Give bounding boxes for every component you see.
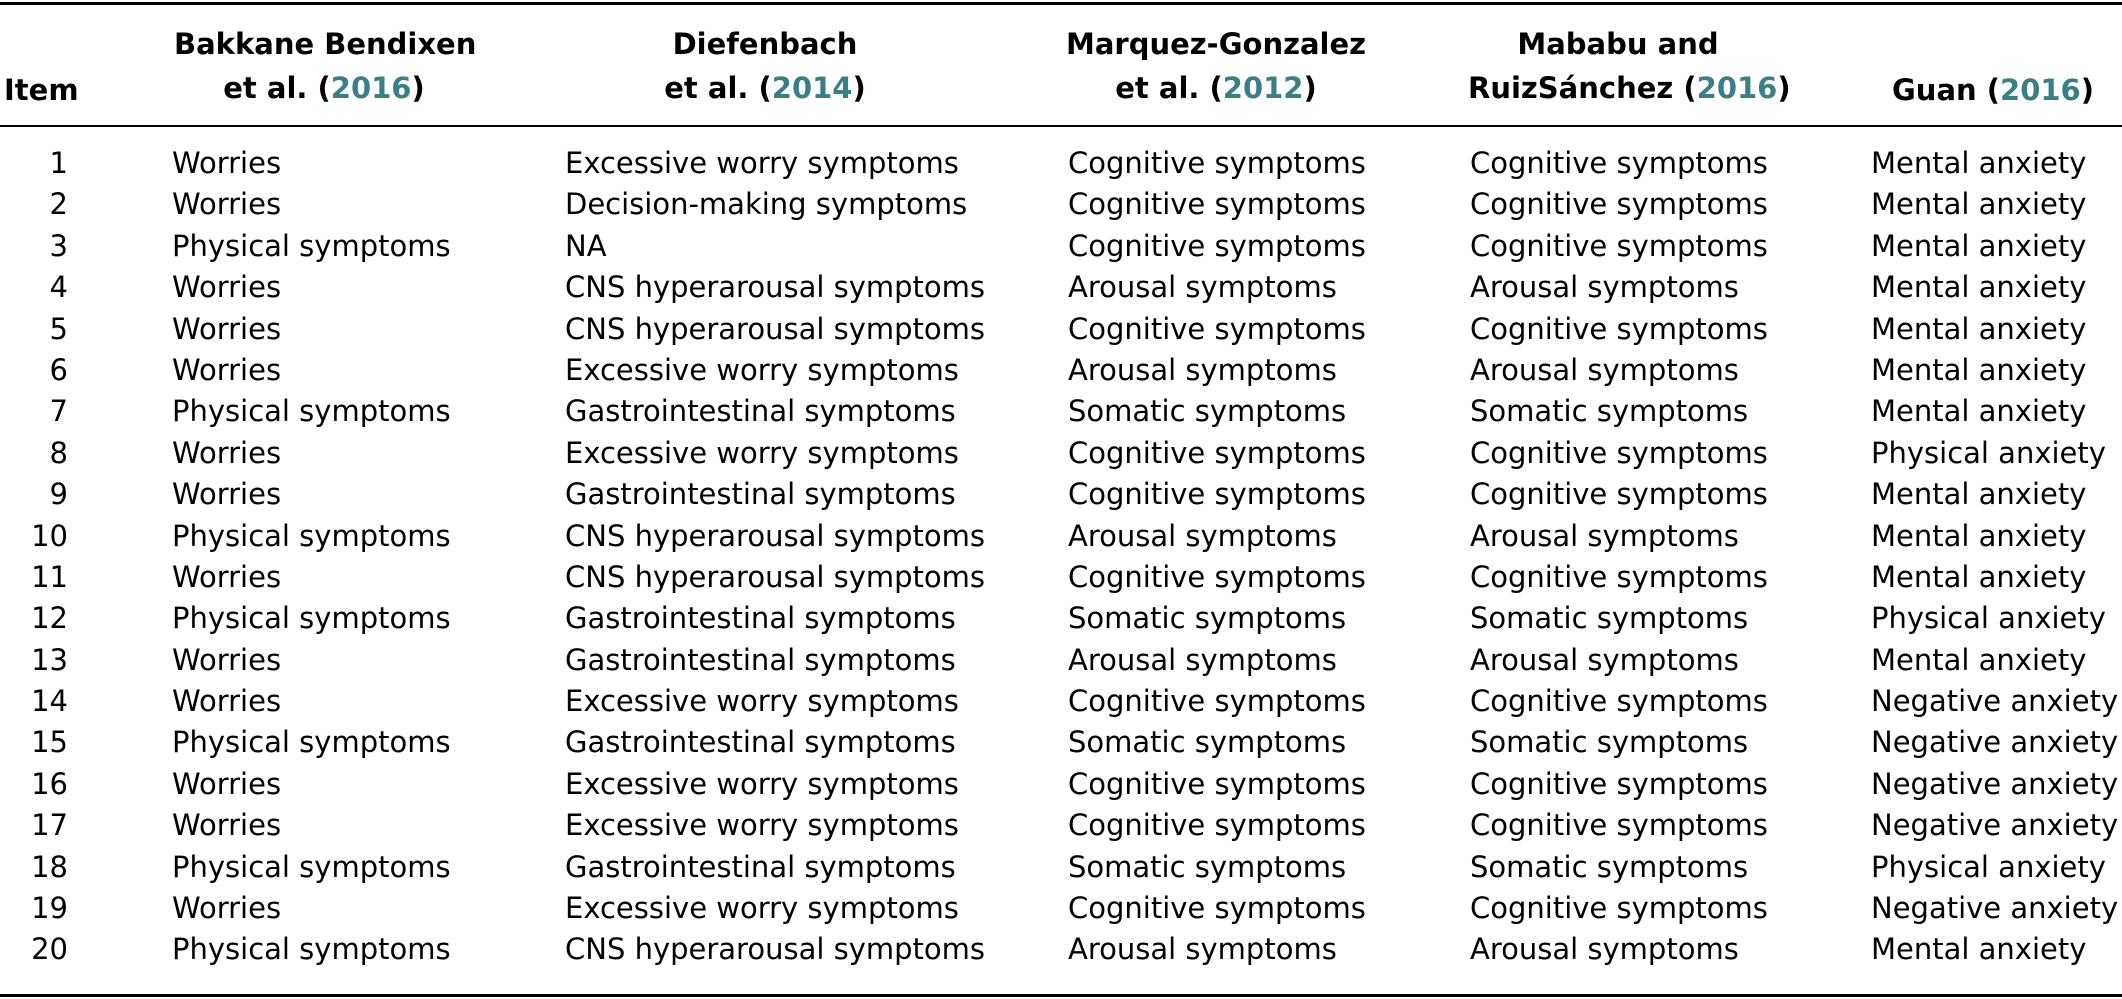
cell-item: 1 [49,146,68,180]
cell-bakkane-bendixen: Worries [172,270,282,305]
cell-diefenbach: NA [565,228,607,263]
cell-mababu-ruizsanchez: Somatic symptoms [1470,394,1749,429]
cell-marquez-gonzalez: Cognitive symptoms [1068,684,1366,719]
header-marquez-gonzalez [1066,22,1366,110]
header-mababu-ruizsanchez [1468,22,1791,110]
table-row [0,888,2122,929]
cell-bakkane-bendixen: Worries [172,808,282,843]
cell-item: 13 [31,642,68,677]
cell-marquez-gonzalez: Cognitive symptoms [1068,146,1366,180]
header-bakkane-bendixen [174,22,477,110]
cell-mababu-ruizsanchez: Somatic symptoms [1470,849,1749,884]
citation-suffix: ) [2080,73,2094,107]
table-row [0,640,2122,681]
table-header-rule [0,125,2122,127]
table-row [0,929,2122,970]
table-bottom-rule [0,994,2122,997]
cell-mababu-ruizsanchez: Cognitive symptoms [1470,187,1768,222]
cell-mababu-ruizsanchez: Cognitive symptoms [1470,477,1768,512]
cell-guan: Mental anxiety [1871,311,2087,346]
cell-diefenbach: Excessive worry symptoms [565,146,959,180]
cell-bakkane-bendixen: Worries [172,684,282,719]
table-row [0,267,2122,308]
cell-diefenbach: Gastrointestinal symptoms [565,394,956,429]
citation-prefix: Guan ( [1892,73,2001,107]
cell-diefenbach: Gastrointestinal symptoms [565,477,956,512]
cell-item: 9 [49,477,68,512]
cell-marquez-gonzalez: Cognitive symptoms [1068,187,1366,222]
table-top-rule [0,2,2122,5]
table-row [0,805,2122,846]
cell-mababu-ruizsanchez: Arousal symptoms [1470,352,1739,387]
table-row [0,474,2122,515]
cell-bakkane-bendixen: Worries [172,352,282,387]
cell-bakkane-bendixen: Physical symptoms [172,394,451,429]
cell-bakkane-bendixen: Worries [172,559,282,594]
cell-diefenbach: Gastrointestinal symptoms [565,601,956,636]
cell-item: 12 [31,601,68,636]
cell-marquez-gonzalez: Arousal symptoms [1068,932,1337,967]
cell-item: 3 [49,228,68,263]
cell-mababu-ruizsanchez: Cognitive symptoms [1470,311,1768,346]
cell-item: 2 [49,187,68,222]
header-citation [1892,68,2092,112]
table-row [0,681,2122,722]
table-row [0,764,2122,805]
cell-mababu-ruizsanchez: Cognitive symptoms [1470,146,1768,180]
cell-item: 10 [31,518,68,553]
cell-bakkane-bendixen: Physical symptoms [172,932,451,967]
cell-diefenbach: CNS hyperarousal symptoms [565,932,986,967]
cell-item: 17 [31,808,68,843]
cell-diefenbach: Excessive worry symptoms [565,352,959,387]
cell-item: 14 [31,684,68,719]
cell-guan: Negative anxiety [1871,725,2119,760]
cell-marquez-gonzalez: Cognitive symptoms [1068,559,1366,594]
cell-mababu-ruizsanchez: Cognitive symptoms [1470,684,1768,719]
header-author: Diefenbach [672,27,858,61]
cell-item: 8 [49,435,68,470]
cell-bakkane-bendixen: Physical symptoms [172,849,451,884]
cell-bakkane-bendixen: Worries [172,642,282,677]
cell-mababu-ruizsanchez: Arousal symptoms [1470,642,1739,677]
cell-diefenbach: Gastrointestinal symptoms [565,642,956,677]
table-row [0,309,2122,350]
cell-bakkane-bendixen: Physical symptoms [172,518,451,553]
citation-suffix: ) [411,71,425,105]
table-row [0,433,2122,474]
cell-guan: Negative anxiety [1871,684,2119,719]
table-row [0,722,2122,763]
cell-item: 11 [31,559,68,594]
citation-suffix: ) [852,71,866,105]
cell-guan: Mental anxiety [1871,932,2087,967]
cell-guan: Negative anxiety [1871,891,2119,926]
table-row [0,847,2122,888]
cell-marquez-gonzalez: Cognitive symptoms [1068,477,1366,512]
cell-bakkane-bendixen: Worries [172,435,282,470]
cell-mababu-ruizsanchez: Cognitive symptoms [1470,559,1768,594]
cell-mababu-ruizsanchez: Somatic symptoms [1470,601,1749,636]
cell-item: 18 [31,849,68,884]
cell-diefenbach: Gastrointestinal symptoms [565,849,956,884]
cell-bakkane-bendixen: Physical symptoms [172,228,451,263]
cell-mababu-ruizsanchez: Cognitive symptoms [1470,808,1768,843]
citation-prefix: et al. ( [223,71,331,105]
cell-item: 15 [31,725,68,760]
citation-suffix: ) [1777,71,1791,105]
cell-item: 19 [31,891,68,926]
cell-diefenbach: Excessive worry symptoms [565,435,959,470]
cell-marquez-gonzalez: Somatic symptoms [1068,601,1347,636]
header-citation [1468,66,1791,110]
header-guan [1892,68,2092,112]
cell-item: 16 [31,766,68,801]
cell-bakkane-bendixen: Worries [172,891,282,926]
header-author: Marquez-Gonzalez [1066,27,1367,61]
cell-item: 6 [49,352,68,387]
cell-item: 4 [49,270,68,305]
cell-bakkane-bendixen: Worries [172,766,282,801]
cell-diefenbach: CNS hyperarousal symptoms [565,518,986,553]
cell-guan: Mental anxiety [1871,270,2087,305]
header-citation [615,66,915,110]
cell-bakkane-bendixen: Worries [172,311,282,346]
cell-bakkane-bendixen: Physical symptoms [172,725,451,760]
cell-mababu-ruizsanchez: Cognitive symptoms [1470,435,1768,470]
cell-marquez-gonzalez: Cognitive symptoms [1068,228,1366,263]
cell-diefenbach: Excessive worry symptoms [565,891,959,926]
cell-bakkane-bendixen: Worries [172,477,282,512]
cell-guan: Mental anxiety [1871,146,2087,180]
header-author: Mababu and [1517,27,1719,61]
cell-guan: Mental anxiety [1871,187,2087,222]
cell-guan: Physical anxiety [1871,601,2106,636]
cell-marquez-gonzalez: Cognitive symptoms [1068,311,1366,346]
cell-mababu-ruizsanchez: Cognitive symptoms [1470,891,1768,926]
cell-item: 5 [49,311,68,346]
cell-guan: Mental anxiety [1871,642,2087,677]
citation-suffix: ) [1303,71,1317,105]
citation-year-link[interactable]: 2014 [771,71,853,105]
header-citation [1066,66,1366,110]
cell-marquez-gonzalez: Somatic symptoms [1068,394,1347,429]
cell-bakkane-bendixen: Worries [172,187,282,222]
header-author: Bakkane Bendixen [174,27,477,61]
cell-item: 20 [31,932,68,967]
header-item: Item [4,73,79,107]
cell-guan: Negative anxiety [1871,766,2119,801]
cell-mababu-ruizsanchez: Arousal symptoms [1470,932,1739,967]
cell-guan: Mental anxiety [1871,559,2087,594]
cell-mababu-ruizsanchez: Cognitive symptoms [1470,766,1768,801]
citation-prefix: RuizSánchez ( [1468,71,1697,105]
cell-marquez-gonzalez: Cognitive symptoms [1068,435,1366,470]
cell-guan: Physical anxiety [1871,849,2106,884]
cell-marquez-gonzalez: Arousal symptoms [1068,642,1337,677]
table-row [0,350,2122,391]
cell-mababu-ruizsanchez: Cognitive symptoms [1470,228,1768,263]
cell-diefenbach: Excessive worry symptoms [565,766,959,801]
cell-bakkane-bendixen: Physical symptoms [172,601,451,636]
cell-marquez-gonzalez: Cognitive symptoms [1068,808,1366,843]
cell-guan: Mental anxiety [1871,352,2087,387]
citation-prefix: et al. ( [664,71,772,105]
cell-marquez-gonzalez: Cognitive symptoms [1068,766,1366,801]
table-row [0,226,2122,267]
citation-year-link[interactable]: 2012 [1222,71,1304,105]
cell-marquez-gonzalez: Arousal symptoms [1068,352,1337,387]
table-row [0,598,2122,639]
citation-year-link[interactable]: 2016 [1696,71,1778,105]
cell-diefenbach: Excessive worry symptoms [565,684,959,719]
header-diefenbach [615,22,915,110]
cell-guan: Negative anxiety [1871,808,2119,843]
cell-diefenbach: CNS hyperarousal symptoms [565,311,986,346]
header-citation [174,66,474,110]
cell-diefenbach: Excessive worry symptoms [565,808,959,843]
cell-item: 7 [49,394,68,429]
table-row [0,516,2122,557]
cell-diefenbach: Decision-making symptoms [565,187,968,222]
table-body [0,143,2122,971]
cell-mababu-ruizsanchez: Somatic symptoms [1470,725,1749,760]
citation-prefix: et al. ( [1115,71,1223,105]
citation-year-link[interactable]: 2016 [330,71,412,105]
cell-guan: Mental anxiety [1871,518,2087,553]
cell-marquez-gonzalez: Arousal symptoms [1068,518,1337,553]
cell-marquez-gonzalez: Arousal symptoms [1068,270,1337,305]
table-row [0,557,2122,598]
cell-diefenbach: Gastrointestinal symptoms [565,725,956,760]
cell-diefenbach: CNS hyperarousal symptoms [565,270,986,305]
cell-guan: Physical anxiety [1871,435,2106,470]
cell-diefenbach: CNS hyperarousal symptoms [565,559,986,594]
table-row [0,143,2122,184]
cell-mababu-ruizsanchez: Arousal symptoms [1470,518,1739,553]
cell-marquez-gonzalez: Cognitive symptoms [1068,891,1366,926]
cell-mababu-ruizsanchez: Arousal symptoms [1470,270,1739,305]
table-row [0,184,2122,225]
cell-guan: Mental anxiety [1871,477,2087,512]
cell-guan: Mental anxiety [1871,394,2087,429]
cell-bakkane-bendixen: Worries [172,146,282,180]
cell-marquez-gonzalez: Somatic symptoms [1068,725,1347,760]
citation-year-link[interactable]: 2016 [2000,73,2081,107]
cell-guan: Mental anxiety [1871,228,2087,263]
table-row [0,391,2122,432]
cell-marquez-gonzalez: Somatic symptoms [1068,849,1347,884]
